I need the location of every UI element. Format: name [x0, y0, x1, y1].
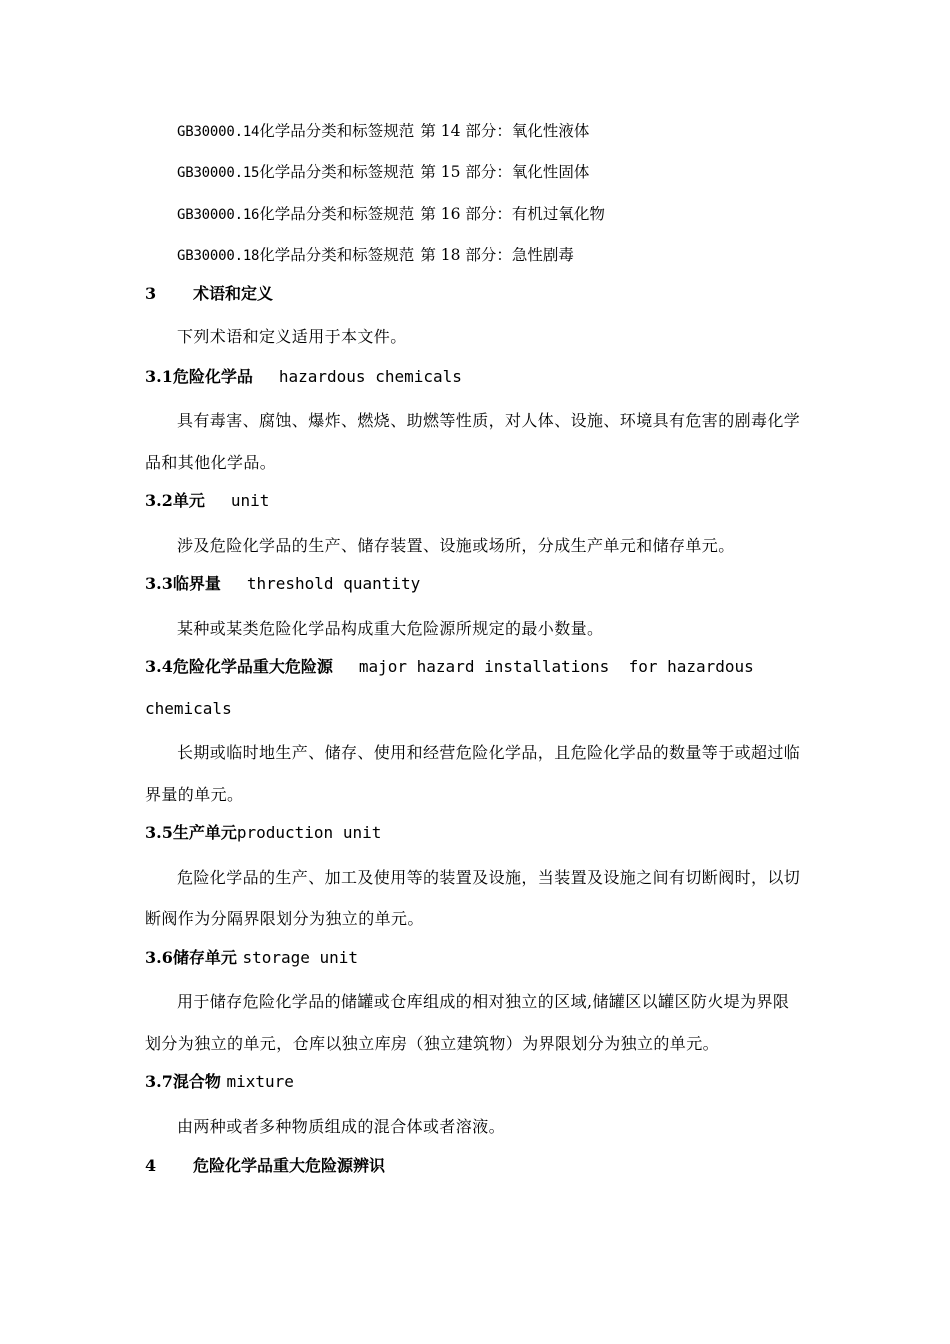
term-cn: 生产单元: [172, 823, 237, 842]
section-heading: [145, 1155, 385, 1177]
term-definition-cont: 断阀作为分隔界限划分为独立的单元。: [145, 909, 424, 928]
term-cn: 危险化学品: [172, 367, 253, 386]
term-heading: [145, 1071, 294, 1093]
reference-code: GB30000.16: [177, 207, 260, 223]
reference-part: 第 16 部分：有机过氧化物: [420, 205, 605, 223]
term-heading: [145, 822, 381, 844]
term-heading: [145, 656, 754, 678]
term-definition: 某种或某类危险化学品构成重大危险源所规定的最小数量。: [177, 619, 604, 638]
section-title: 危险化学品重大危险源辨识: [193, 1156, 386, 1175]
term-definition-cont: 品和其他化学品。: [145, 453, 277, 472]
term-cn: 危险化学品重大危险源: [172, 657, 333, 676]
term-en: storage unit: [242, 948, 359, 967]
term-number: 3.7: [145, 1072, 173, 1091]
term-number: 3.2: [145, 491, 173, 510]
reference-code: GB30000.14: [177, 124, 260, 140]
term-definition: 由两种或者多种物质组成的混合体或者溶液。: [177, 1117, 506, 1136]
section-number: 4: [145, 1156, 157, 1175]
term-definition: 用于储存危险化学品的储罐或仓库组成的相对独立的区域,储罐区以罐区防火堤为界限: [177, 992, 790, 1011]
term-cn: 混合物: [172, 1072, 221, 1091]
reference-part: 第 15 部分：氧化性固体: [420, 163, 590, 181]
term-number: 3.6: [145, 948, 173, 967]
section-title: 术语和定义: [193, 284, 274, 303]
reference-item: [177, 161, 589, 184]
term-definition-cont: 界量的单元。: [145, 785, 244, 804]
term-en: threshold quantity: [246, 574, 421, 593]
section-number: 3: [145, 284, 157, 303]
reference-code: GB30000.15: [177, 165, 260, 181]
term-definition-cont: 划分为独立的单元，仓库以独立库房（独立建筑物）为界限划分为独立的单元。: [145, 1034, 720, 1053]
term-heading: [145, 490, 269, 512]
term-en: production unit: [236, 823, 382, 842]
term-heading: [145, 366, 462, 388]
term-definition: 危险化学品的生产、加工及使用等的装置及设施，当装置及设施之间有切断阀时，以切: [177, 868, 801, 887]
term-number: 3.1: [145, 367, 173, 386]
term-cn: 临界量: [172, 574, 221, 593]
term-number: 3.4: [145, 657, 173, 676]
reference-title: 化学品分类和标签规范: [259, 163, 415, 181]
term-heading: [145, 947, 358, 969]
reference-item: [177, 120, 589, 143]
term-en: unit: [230, 491, 270, 510]
reference-title: 化学品分类和标签规范: [259, 205, 415, 223]
term-number: 3.3: [145, 574, 173, 593]
reference-part: 第 14 部分：氧化性液体: [420, 122, 590, 140]
term-definition: 长期或临时地生产、储存、使用和经营危险化学品，且危险化学品的数量等于或超过临: [177, 743, 801, 762]
reference-part: 第 18 部分：急性剧毒: [420, 246, 574, 264]
section-intro: 下列术语和定义适用于本文件。: [177, 327, 407, 346]
reference-code: GB30000.18: [177, 248, 260, 264]
section-heading: [145, 283, 273, 305]
term-en: major hazard installations for hazardous: [358, 657, 754, 676]
term-en-cont: chemicals: [145, 699, 232, 718]
term-en: hazardous chemicals: [278, 367, 462, 386]
reference-title: 化学品分类和标签规范: [259, 122, 415, 140]
term-definition: 涉及危险化学品的生产、储存装置、设施或场所，分成生产单元和储存单元。: [177, 536, 735, 555]
term-heading: [145, 573, 420, 595]
term-en: mixture: [226, 1072, 294, 1091]
reference-title: 化学品分类和标签规范: [259, 246, 415, 264]
reference-item: [177, 203, 605, 226]
term-definition: 具有毒害、腐蚀、爆炸、燃烧、助燃等性质，对人体、设施、环境具有危害的剧毒化学: [177, 411, 801, 430]
term-cn: 单元: [172, 491, 205, 510]
reference-item: [177, 244, 574, 267]
term-number: 3.5: [145, 823, 173, 842]
term-cn: 储存单元: [172, 948, 237, 967]
